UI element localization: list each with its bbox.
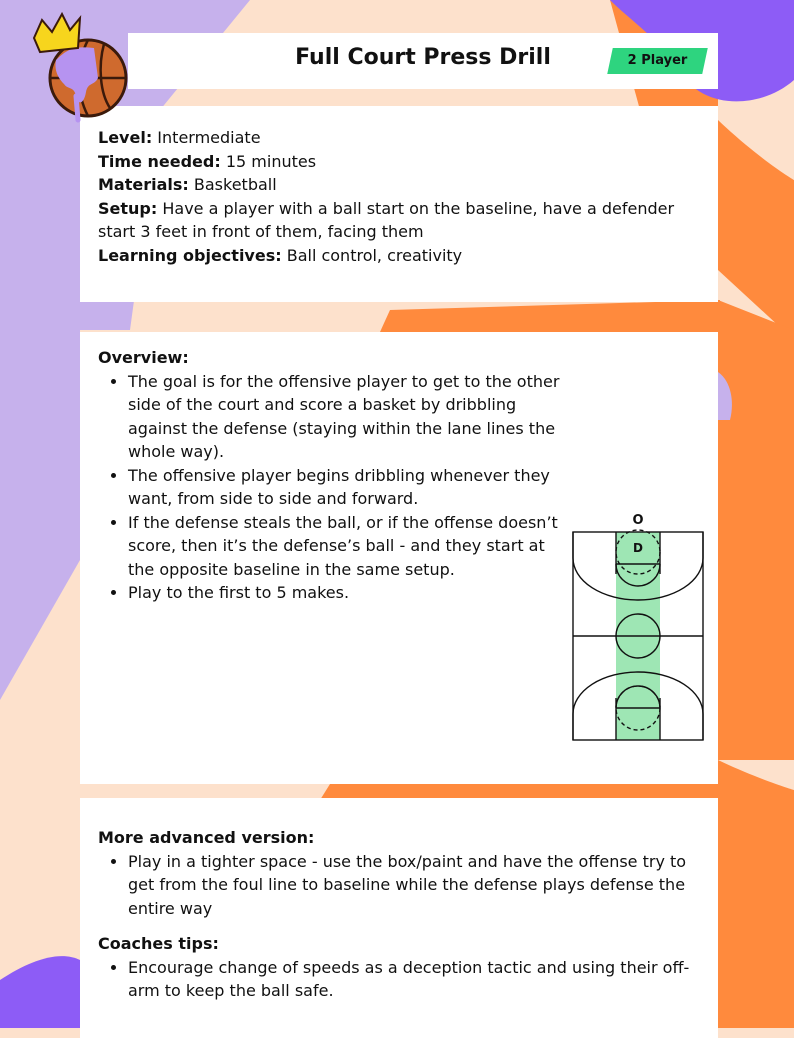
advanced-card	[80, 798, 718, 1038]
overview-heading: Overview:	[98, 348, 189, 367]
setup-value: Have a player with a ball start on the baseline, have a defender start 3 feet in front of them, facing them	[98, 198, 675, 241]
basketball-crown-logo	[28, 8, 138, 126]
tips-list	[98, 956, 700, 1003]
materials-line	[98, 173, 700, 197]
materials-value: Basketball	[188, 175, 277, 194]
court-diagram	[572, 508, 704, 744]
level-value: Intermediate	[152, 128, 261, 147]
orange-bottom-right	[718, 760, 794, 1028]
offense-marker: O	[632, 513, 644, 528]
time-label: Time needed:	[98, 151, 221, 171]
setup-line	[98, 197, 700, 244]
objectives-value: Ball control, creativity	[281, 245, 463, 265]
level-label: Level:	[98, 128, 153, 147]
tips-heading: Coaches tips:	[98, 934, 219, 953]
page-title: Full Court Press Drill	[295, 45, 551, 70]
advanced-list	[98, 850, 700, 921]
overview-item: • The goal is for the offensive player to get to the other side of the court and score a basket by dribbling against the defense (staying within the lane lines the whole way).	[128, 370, 568, 464]
objectives-label: Learning objectives:	[98, 245, 282, 265]
player-count-label: 2 Player	[627, 53, 688, 68]
defense-marker: D	[633, 541, 643, 555]
title-card	[128, 33, 718, 89]
orange-right-lower	[718, 300, 794, 760]
materials-label: Materials:	[98, 175, 189, 194]
level-line	[98, 126, 700, 150]
setup-label: Setup:	[98, 198, 158, 218]
overview-item: • Play to the first to 5 makes.	[128, 581, 568, 605]
tips-item: • Encourage change of speeds as a deception tactic and using their off-arm to keep the ball safe.	[128, 956, 698, 1003]
objectives-line	[98, 244, 700, 268]
advanced-item: • Play in a tighter space - use the box/paint and have the offense try to get from the foul line to baseline while the defense plays defense the entire way	[128, 850, 698, 921]
overview-item: • If the defense steals the ball, or if the offense doesn’t score, then it’s the defense’s ball - and they start at the opposite baseline in the same setup.	[128, 511, 568, 582]
overview-item: • The offensive player begins dribbling whenever they want, from side to side and forward.	[128, 464, 568, 511]
advanced-heading: More advanced version:	[98, 828, 315, 847]
drill-info-card	[80, 106, 718, 302]
time-value: 15 minutes	[220, 151, 317, 171]
player-count-badge	[607, 48, 708, 74]
time-line	[98, 150, 700, 174]
overview-list	[98, 370, 568, 605]
